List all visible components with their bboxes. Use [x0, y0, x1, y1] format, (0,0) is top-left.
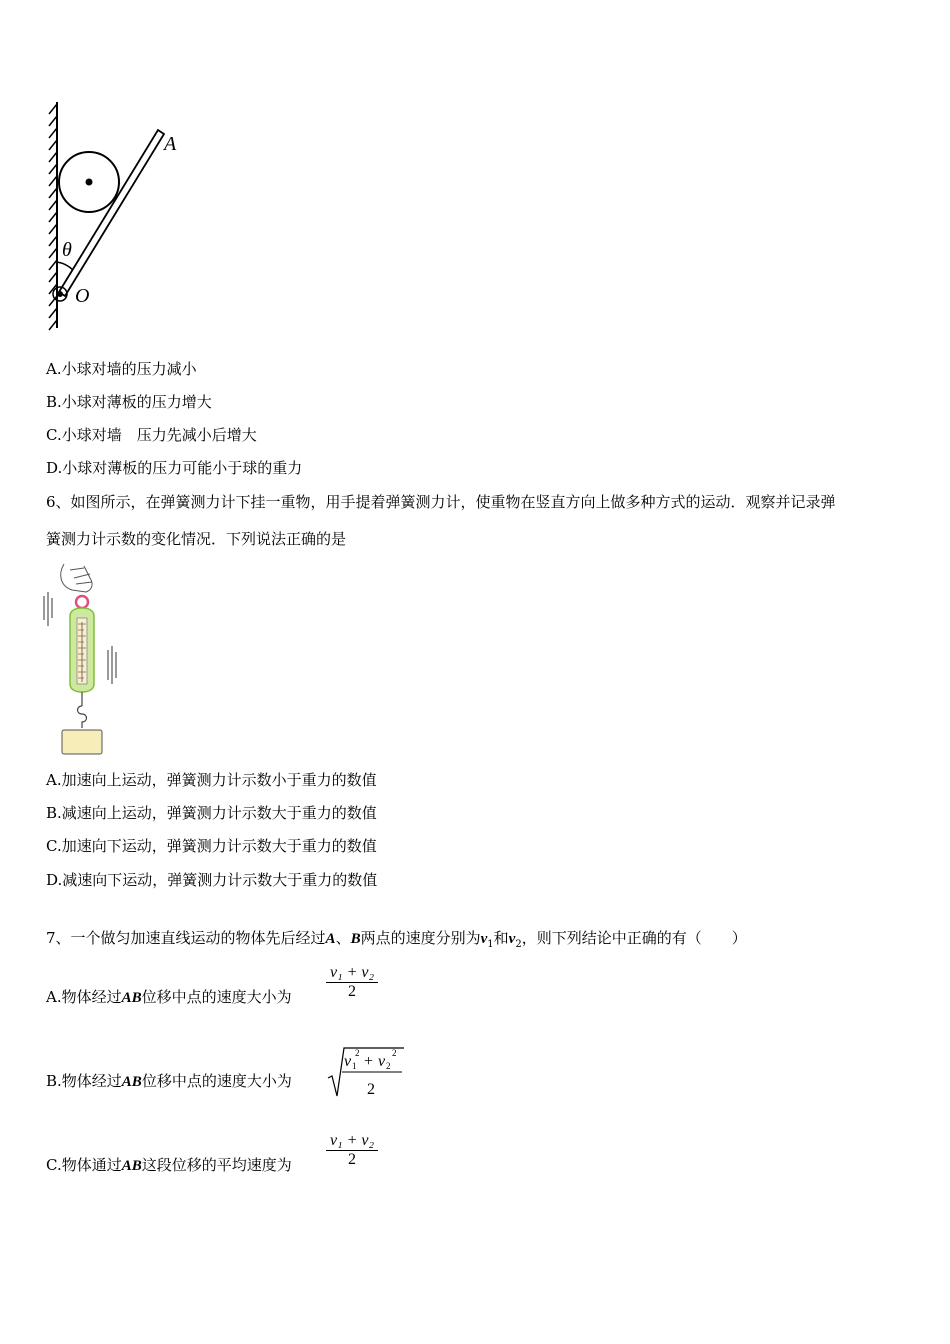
q6-option-c: C.加速向下运动，弹簧测力计示数大于重力的数值 — [46, 837, 377, 855]
svg-text:v: v — [344, 1053, 352, 1070]
q7-option-a-prefix: A.物体经过 — [46, 988, 122, 1006]
q7-stem-prefix: 7、一个做匀加速直线运动的物体先后经过 — [46, 929, 326, 947]
q7-v1-sub: 1 — [487, 939, 494, 950]
q7-option-c — [46, 1156, 292, 1175]
fraction-denominator: 2 — [348, 983, 356, 1000]
fraction-denominator: 2 — [348, 1151, 356, 1168]
svg-text:2: 2 — [367, 1081, 375, 1098]
q7-option-b-sqrt-formula — [326, 1046, 406, 1100]
q7-stem — [46, 929, 747, 954]
q7-option-a — [46, 988, 292, 1007]
q7-v1: v — [480, 931, 488, 947]
q7-option-c-fraction — [326, 1132, 378, 1169]
q7-point-a: A — [325, 931, 336, 947]
q7-option-c-ab: AB — [121, 1158, 142, 1174]
q7-stem-mid: 两点的速度分别为 — [360, 929, 481, 947]
svg-text:+: + — [364, 1053, 374, 1070]
q6-option-d: D.减速向下运动，弹簧测力计示数大于重力的数值 — [46, 871, 378, 889]
q7-option-a-suffix: 位移中点的速度大小为 — [141, 988, 292, 1006]
q6-option-b: B.减速向上运动，弹簧测力计示数大于重力的数值 — [46, 804, 377, 822]
q5-option-d: D.小球对薄板的压力可能小于球的重力 — [46, 459, 303, 477]
q7-option-a-ab: AB — [121, 990, 142, 1006]
spring-scale-figure — [40, 556, 130, 756]
q6-stem-line2: 簧测力计示数的变化情况．下列说法正确的是 — [46, 530, 347, 548]
fraction-numerator: v₁ + v₂ — [326, 1132, 378, 1151]
svg-text:1: 1 — [352, 1061, 357, 1071]
q7-v2-sub: 2 — [515, 939, 522, 950]
label-A: A — [164, 133, 177, 155]
q7-option-a-fraction — [326, 964, 378, 1001]
q7-option-b — [46, 1072, 292, 1091]
svg-text:2: 2 — [386, 1061, 391, 1071]
q6-stem-line1: 6、如图所示，在弹簧测力计下挂一重物，用手提着弹簧测力计，使重物在竖直方向上做多种方式的运动．观察并记录弹 — [46, 493, 836, 511]
svg-text:2: 2 — [355, 1048, 360, 1058]
label-O: O — [75, 285, 90, 307]
q7-v2: v — [508, 931, 516, 947]
q5-option-c: C.小球对墙 压力先减小后增大 — [46, 426, 257, 444]
q5-option-a: A.小球对墙的压力减小 — [46, 360, 197, 378]
q7-stem-suffix: ，则下列结论中正确的有（ ） — [521, 929, 747, 947]
svg-text:v: v — [378, 1053, 386, 1070]
q7-option-c-prefix: C.物体通过 — [46, 1156, 122, 1174]
q6-option-a: A.加速向上运动，弹簧测力计示数小于重力的数值 — [46, 771, 377, 789]
q5-option-b: B.小球对薄板的压力增大 — [46, 393, 212, 411]
q7-sep: 、 — [335, 929, 351, 947]
label-theta: θ — [62, 239, 72, 261]
wall-ball-board-figure — [40, 100, 190, 340]
q7-and: 和 — [493, 929, 509, 947]
svg-text:2: 2 — [392, 1048, 397, 1058]
q7-option-c-suffix: 这段位移的平均速度为 — [141, 1156, 292, 1174]
q7-option-b-prefix: B.物体经过 — [46, 1072, 122, 1090]
q7-point-b: B — [350, 931, 361, 947]
q7-option-b-ab: AB — [121, 1074, 142, 1090]
fraction-numerator: v₁ + v₂ — [326, 964, 378, 983]
q7-option-b-suffix: 位移中点的速度大小为 — [141, 1072, 292, 1090]
